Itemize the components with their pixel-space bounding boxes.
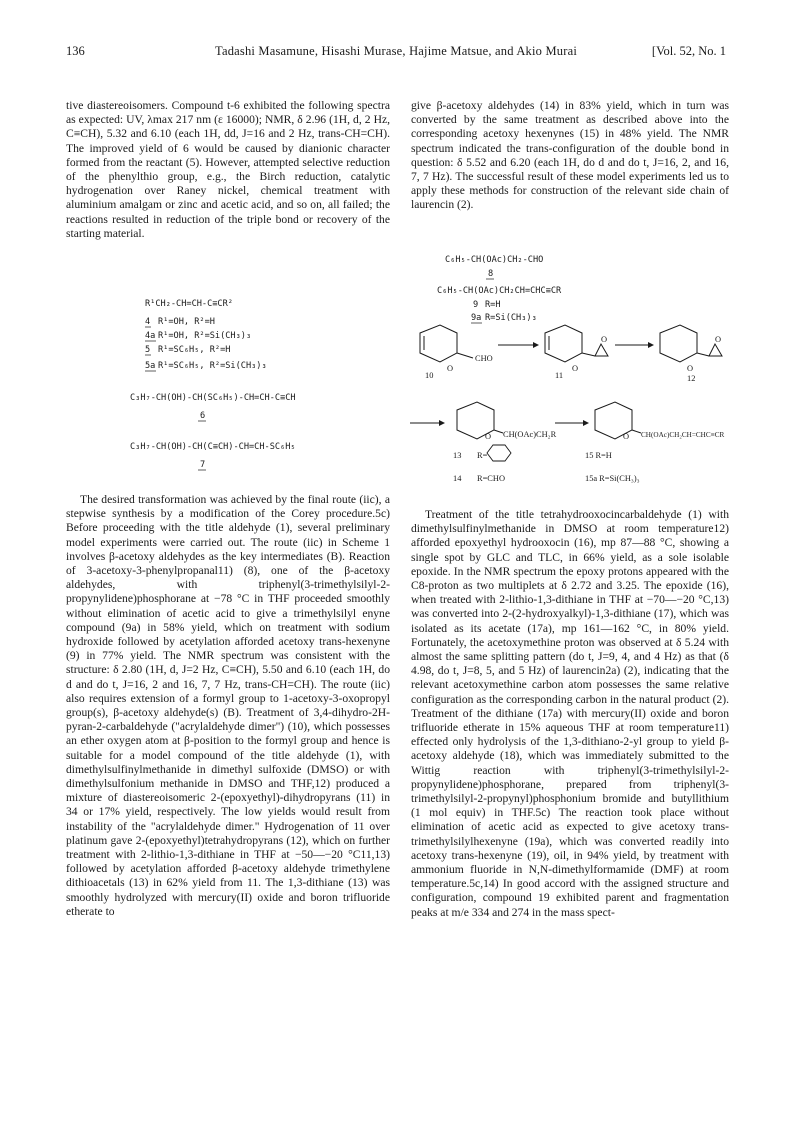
structure-11 [545, 325, 608, 380]
entry-4a [145, 331, 251, 341]
entry-text: R¹=SC₆H₅, R²=Si(CH₃)₃ [158, 361, 267, 371]
paragraph: The desired transformation was achieved by the final route (iic), a stepwise synthesis by a modification of the Corey procedure.5c) Before proceeding with the title aldehyde (1), several preliminary model experiments were carried out. The route (iic) in Scheme 1 involves β-acetoxy aldehydes as the key intermediates (B). Reaction of 3-acetoxy-3-phenylpropanal11) (8), one of the β-acetoxy aldehydes, with triphenyl(3-trimethylsilyl-2-propynylidene)phosphorane at −78 °C in THF proceeded smoothly without elimination of acetic acid to give a trimethylsilyl enyne compound (9a) in 58% yield, which on treatment with sodium hydroxide followed by acetylation afforded acetoxy trans-hexenyne (9) in 77% yield. The NMR spectrum was consistent with the structure: δ 2.80 (1H, d, J=2 Hz, C≡CH), 5.50 and 6.10 (each 1H, do d and do t, J=16, 2 and 16, 7, 7 Hz, trans-CH=CH). The route (iic) also requires extension of a formyl group to 1-acetoxy-3-oxopropyl group(s), β-acetoxy aldehyde(s) (B). Treatment of 3,4-dihydro-2H-pyran-2-carbaldehyde ("acrylaldehyde dimer") (10), which possesses an ether oxygen atom at β-position to the formyl group and hence is suitable for a model compound of the title aldehyde (1), with dimethylsulfinylmethanide in dimethyl sulfoxide (DMSO) or with dimethylsulfonium methanide in DMSO and THF,12) produced a mixture of diastereoisomeric 2-(epoxyethyl)-dihydropyrans (11) in 34 or 17% yield, respectively. The low yields would result from instability of the "acrylaldehyde dimer." Hydrogenation of 11 over platinum gave 2-(epoxyethyl)tetrahydropyrans (12), which on further treatment with 2-lithio-1,3-dithiane in THF at −50—−20 °C11,13) followed by acetylation afforded β-acetoxy aldehyde trimethylene dithioacetals (13) in 62% yield from 11. The 1,3-dithiane (13) was smoothly hydrolyzed with mercury(II) oxide and boron trifluoride etherate to [66, 493, 390, 918]
formula-main: R¹CH₂-CH=CH-C≡CR² [145, 299, 233, 309]
label-13-r: R= [477, 451, 488, 460]
label-11: 11 [555, 371, 564, 380]
entry-5 [145, 345, 230, 355]
author-line: Tadashi Masamune, Hisashi Murase, Hajime Matsue, and Akio Murai [214, 44, 577, 58]
arrow-head [439, 420, 445, 426]
formula-8: C₆H₅-CH(OAc)CH₂-CHO [445, 255, 544, 265]
label-9a-r: R=Si(CH₃)₃ [485, 313, 537, 323]
structure-12 [660, 325, 722, 383]
entry-text: R¹=SC₆H₅, R²=H [158, 345, 231, 355]
label-12: 12 [687, 374, 696, 383]
page-number: 136 [66, 44, 85, 58]
side-chain-15: CH(OAc)CH₂CH=CHC≡CR [641, 431, 725, 439]
label-15a: 15a R=Si(CH₃)₃ [585, 474, 640, 483]
entry-num: 5a [145, 361, 156, 371]
arrow-head [533, 342, 539, 348]
entry-5a [145, 361, 267, 371]
label-15: 15 R=H [585, 451, 612, 460]
entry-4 [145, 317, 215, 327]
label-9-r: R=H [485, 300, 501, 310]
ring-oxygen: O [572, 364, 579, 373]
ring-oxygen: O [687, 364, 694, 373]
dithiane-ring [487, 445, 511, 461]
structure-13-14 [453, 402, 557, 483]
label-14: 14 [453, 474, 462, 483]
formula-9: C₆H₅-CH(OAc)CH₂CH=CHC≡CR [437, 286, 562, 296]
arrow-head [583, 420, 589, 426]
epoxide-oxygen: O [601, 335, 608, 344]
label-14-r: R=CHO [477, 474, 505, 483]
ring-oxygen: O [447, 364, 454, 373]
scheme-compounds-8-15 [405, 240, 735, 500]
volume-info: [Vol. 52, No. 1 [651, 44, 726, 58]
epoxide-oxygen: O [715, 335, 722, 344]
scheme-compounds-4-7 [120, 292, 360, 477]
running-header [66, 44, 726, 62]
formula-7: C₃H₇-CH(OH)-CH(C≡CH)-CH=CH-SC₆H₅ [130, 442, 296, 452]
entry-num: 4a [145, 331, 156, 341]
formula-6: C₃H₇-CH(OH)-CH(SC₆H₅)-CH=CH-C≡CH [130, 393, 296, 403]
label-7: 7 [200, 460, 206, 470]
left-column-top [66, 99, 390, 241]
side-chain-13: CH(OAc)CH₂R [503, 430, 557, 439]
cho-group: CHO [475, 354, 493, 363]
structure-10 [420, 325, 493, 380]
label-6: 6 [200, 411, 206, 421]
paragraph: Treatment of the title tetrahydrooxocincarbaldehyde (1) with dimethylsulfinylmethanide in DMSO at room temperature12) afforded epoxyethyl hydrooxocin (16), mp 87—88 °C, showing a single spot by GLC and TLC, in 66% yield, as a sole isolable epoxide. In the NMR spectrum the epoxy protons appeared with the C8-proton as two multiplets at δ 2.72 and 3.25. The epoxide (16), when treated with 2-lithio-1,3-dithiane in THF at −70—−20 °C,13) was converted into 2-(2-hydroxyalkyl)-1,3-dithiane (17), which was isolated as its acetate (17a), mp 161—162 °C, in 80% yield. Fortunately, the acetoxymethine proton was observed at δ 5.24 with almost the same splitting pattern (do t, J=9, 4, and 4 Hz) as that (δ 4.98, do t, J=8, 5, and 5 Hz) of laurencin2a) (2), indicating that the relevant acetoxymethine carbon atom possesses the same relative configuration as the corresponding carbon in the natural product (2). Treatment of the dithiane (17a) with mercury(II) oxide and boron trifluoride etherate in 15% aqueous THF at room temperature11) effected only hydrolysis of the 1,3-dithiano-2-yl group to yield β-acetoxy aldehyde (18), which was immediately submitted to the Wittig reaction with triphenyl(3-trimethylsilyl-2-propynylidene)phosphorane, prepared from triphenyl(3-trimethylsilyl-2-propynyl)phosphonium bromide and butyllithium (1 mol equiv) in THF.5c) The reaction took place without elimination of acetic acid as expected to give acetoxy trans-trimethylsilylhexenyne (19a), which was converted readily into acetoxy trans-hexenyne (19), oil, in 94% yield, by treatment with ammonium fluoride in N,N-dimethylformamide (DMF) at room temperature.5c,14) In good accord with the assigned structure and configuration, compound 19 exhibited parent and fragmentation peaks at m/e 334 and 274 in the mass spect- [411, 508, 729, 919]
right-column-bottom [411, 508, 729, 920]
label-8: 8 [488, 269, 494, 279]
structure-15 [585, 402, 724, 483]
entry-text: R¹=OH, R²=H [158, 317, 215, 327]
label-10: 10 [425, 371, 434, 380]
paragraph: give β-acetoxy aldehydes (14) in 83% yield, which in turn was converted by the same treatment as described above into the corresponding acetoxy hexenynes (15) in 48% yield. The NMR spectrum indicated the trans-configuration of the double bond in question: δ 5.52 and 6.20 (each 1H, do d and do t, J=16, 2, and 16, 7, 7 Hz). The successful result of these model experiments led us to apply these methods for construction of the relevant side chain of laurencin (2). [411, 99, 729, 212]
entry-num: 4 [145, 317, 151, 327]
left-column-bottom [66, 493, 390, 919]
entry-text: R¹=OH, R²=Si(CH₃)₃ [158, 331, 252, 341]
label-9a: 9a [471, 313, 482, 323]
ring-oxygen: O [623, 432, 630, 441]
paragraph: tive diastereoisomers. Compound t-6 exhibited the following spectra as expected: UV, λmax 217 nm (ε 16000); NMR, δ 2.96 (1H, d, 2 Hz, C≡CH), 5.32 and 6.10 (each 1H, dd, J=16 and 2 Hz, trans-CH=CH). The improved yield of 6 would be caused by dianionic character formed from the reactant (5). However, attempted selective reduction of the phenylthio group, e.g., the Birch reduction, catalytic hydrogenation over Raney nickel, chemical treatment with aluminium amalgam or zinc and acetic acid, and so on, all failed; the reactions resulted in reduction of the triple bond or recovery of the starting material. [66, 99, 390, 240]
label-9: 9 [473, 300, 479, 310]
ring-oxygen: O [485, 432, 492, 441]
right-column-top [411, 99, 729, 213]
label-13: 13 [453, 451, 462, 460]
arrow-head [648, 342, 654, 348]
entry-num: 5 [145, 345, 151, 355]
